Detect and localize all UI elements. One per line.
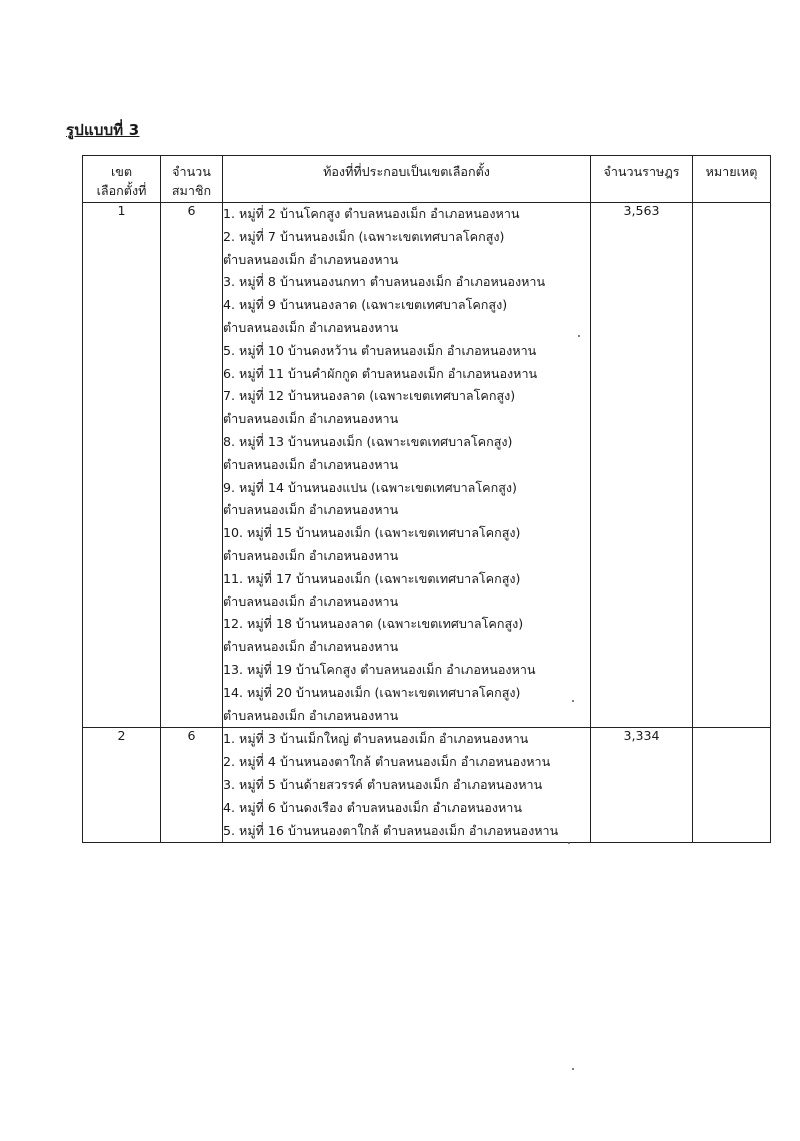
area-line: ตำบลหนองเม็ก อำเภอหนองหาน (223, 411, 399, 427)
area-line: 5. หมู่ที่ 10 บ้านดงหว้าน ตำบลหนองเม็ก อำเภอหนองหาน (223, 342, 537, 358)
area-line: 1. หมู่ที่ 2 บ้านโคกสูง ตำบลหนองเม็ก อำเภอหนองหาน (223, 206, 520, 221)
area-line: 13. หมู่ที่ 19 บ้านโคกสูง ตำบลหนองเม็ก อำเภอหนองหาน (223, 661, 536, 677)
area-line: 4. หมู่ที่ 6 บ้านดงเรือง ตำบลหนองเม็ก อำเภอหนองหาน (223, 799, 522, 815)
header-area: ท้องที่ที่ประกอบเป็นเขตเลือกตั้ง (223, 156, 591, 203)
population-cell: 3,563 (591, 203, 693, 728)
header-population: จำนวนราษฎร (591, 156, 693, 203)
district-no-cell: 2 (83, 728, 161, 843)
scan-speck (568, 842, 570, 844)
table-header-row (83, 156, 771, 203)
area-line: ตำบลหนองเม็ก อำเภอหนองหาน (223, 502, 399, 518)
table-body (83, 203, 771, 843)
note-cell (693, 728, 771, 843)
area-line: ตำบลหนองเม็ก อำเภอหนองหาน (223, 639, 399, 655)
area-line: 3. หมู่ที่ 5 บ้านด้ายสวรรค์ ตำบลหนองเม็ก อำเภอหนองหาน (223, 776, 543, 792)
area-line: 3. หมู่ที่ 8 บ้านหนองนกทา ตำบลหนองเม็ก อำเภอหนองหาน (223, 274, 546, 290)
area-line: ตำบลหนองเม็ก อำเภอหนองหาน (223, 707, 399, 723)
area-cell (223, 728, 591, 843)
area-line: 11. หมู่ที่ 17 บ้านหนองเม็ก (เฉพาะเขตเทศบาลโคกสูง) (223, 570, 521, 586)
header-members-line-2: สมาชิก (171, 183, 212, 198)
area-line: 14. หมู่ที่ 20 บ้านหนองเม็ก (เฉพาะเขตเทศบาลโคกสูง) (223, 684, 521, 700)
area-line: 9. หมู่ที่ 14 บ้านหนองแปน (เฉพาะเขตเทศบาลโคกสูง) (223, 479, 517, 495)
table-row (83, 728, 771, 843)
population-cell: 3,334 (591, 728, 693, 843)
header-members (161, 156, 223, 203)
area-line: 6. หมู่ที่ 11 บ้านคำผักกูด ตำบลหนองเม็ก อำเภอหนองหาน (223, 365, 538, 381)
area-line: 1. หมู่ที่ 3 บ้านเม็กใหญ่ ตำบลหนองเม็ก อำเภอหนองหาน (223, 731, 529, 747)
header-district-no (83, 156, 161, 203)
scan-speck (572, 1068, 574, 1070)
area-line: ตำบลหนองเม็ก อำเภอหนองหาน (223, 251, 399, 267)
area-line: 8. หมู่ที่ 13 บ้านหนองเม็ก (เฉพาะเขตเทศบาลโคกสูง) (223, 433, 513, 449)
area-line: 10. หมู่ที่ 15 บ้านหนองเม็ก (เฉพาะเขตเทศบาลโคกสูง) (223, 525, 521, 541)
page-title: รูปแบบที่ 3 (66, 121, 140, 139)
area-line: 2. หมู่ที่ 4 บ้านหนองตาใกล้ ตำบลหนองเม็ก อำเภอหนองหาน (223, 754, 551, 770)
area-line: ตำบลหนองเม็ก อำเภอหนองหาน (223, 547, 399, 563)
district-no-cell: 1 (83, 203, 161, 728)
note-cell (693, 203, 771, 728)
members-cell: 6 (161, 203, 223, 728)
area-line: ตำบลหนองเม็ก อำเภอหนองหาน (223, 593, 399, 609)
scan-speck (578, 335, 580, 337)
scan-speck (572, 700, 574, 702)
area-line: 5. หมู่ที่ 16 บ้านหนองตาใกล้ ตำบลหนองเม็ก อำเภอหนองหาน (223, 822, 559, 838)
table-row (83, 203, 771, 728)
area-line: ตำบลหนองเม็ก อำเภอหนองหาน (223, 319, 399, 335)
area-line: 4. หมู่ที่ 9 บ้านหนองลาด (เฉพาะเขตเทศบาลโคกสูง) (223, 297, 508, 313)
header-district-no-line-2: เลือกตั้งที่ (96, 183, 147, 198)
members-cell: 6 (161, 728, 223, 843)
area-line: 7. หมู่ที่ 12 บ้านหนองลาด (เฉพาะเขตเทศบาลโคกสูง) (223, 388, 516, 404)
area-line: 2. หมู่ที่ 7 บ้านหนองเม็ก (เฉพาะเขตเทศบาลโคกสูง) (223, 228, 505, 244)
area-line: ตำบลหนองเม็ก อำเภอหนองหาน (223, 456, 399, 472)
area-cell (223, 203, 591, 728)
electoral-district-table (82, 155, 771, 843)
area-line: 12. หมู่ที่ 18 บ้านหนองลาด (เฉพาะเขตเทศบาลโคกสูง) (223, 616, 524, 632)
header-members-line-1: จำนวน (172, 164, 211, 179)
header-note: หมายเหตุ (693, 156, 771, 203)
header-district-no-line-1: เขต (110, 164, 133, 179)
